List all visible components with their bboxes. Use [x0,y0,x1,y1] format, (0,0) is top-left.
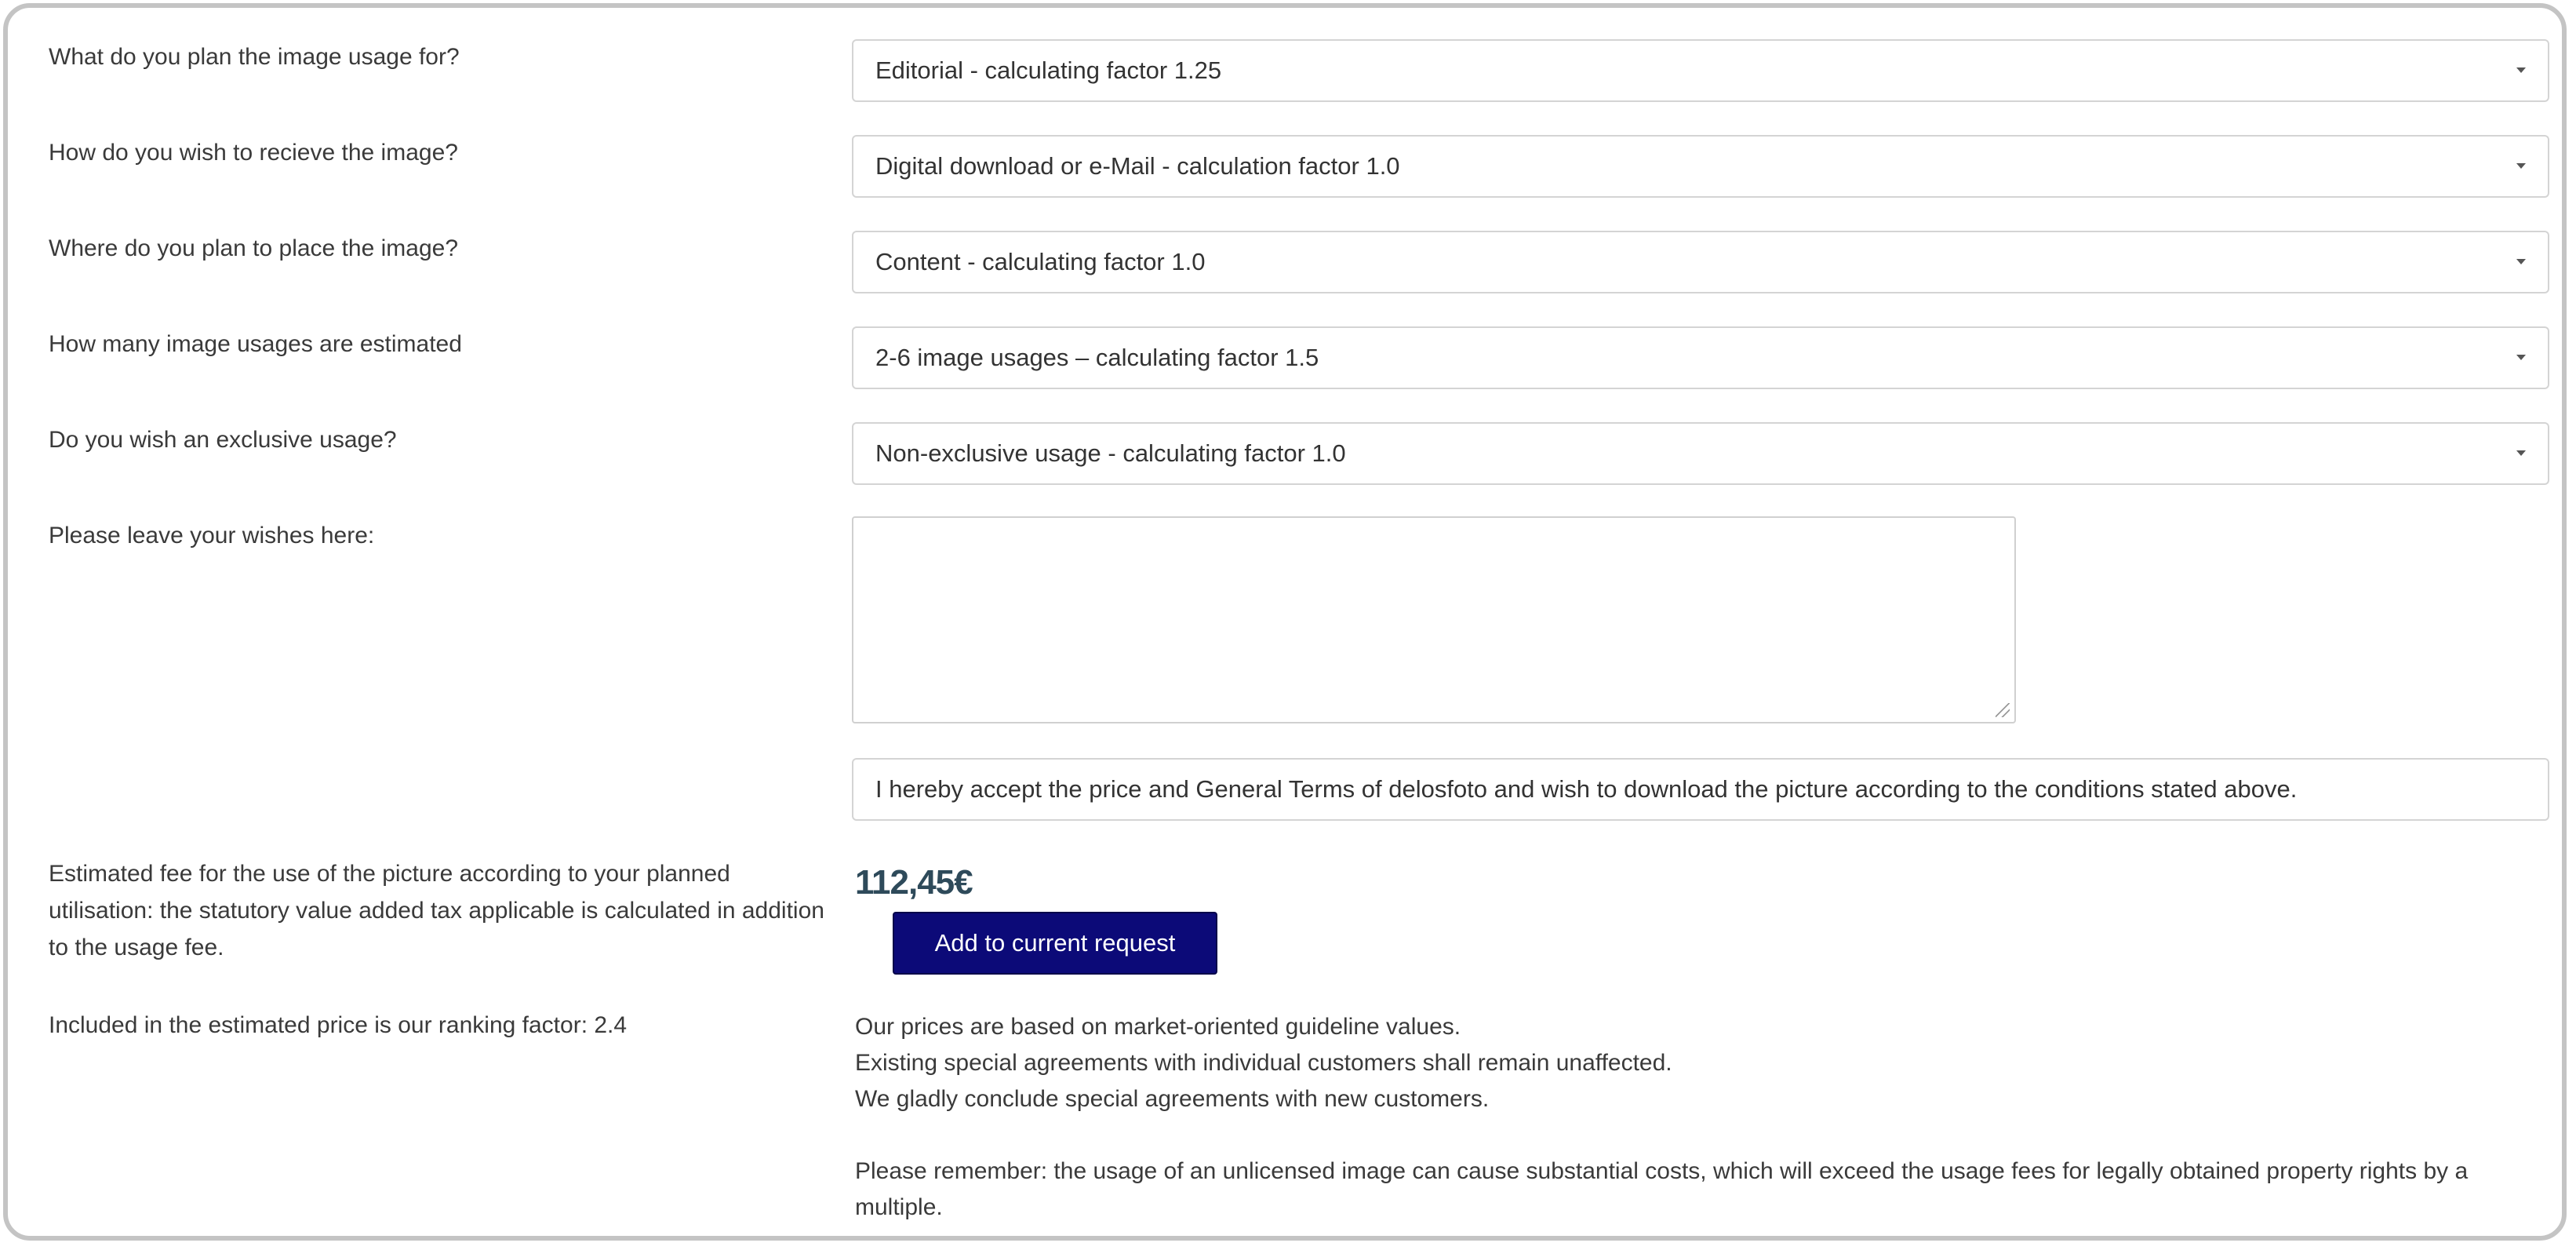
usage-purpose-value: Editorial - calculating factor 1.25 [875,56,1222,84]
wishes-label: Please leave your wishes here: [49,523,375,548]
delivery-method-select[interactable] [852,135,2549,198]
exclusivity-value: Non-exclusive usage - calculating factor 1.0 [875,439,1346,467]
chevron-down-icon [2516,259,2526,264]
delivery-method-value: Digital download or e-Mail - calculation factor 1.0 [875,152,1400,180]
info-line-3: We gladly conclude special agreements with new customers. [855,1086,1490,1112]
info-spacer [855,1117,2549,1153]
usage-purpose-label: What do you plan the image usage for? [49,44,460,70]
accept-terms-select[interactable] [852,758,2549,821]
usage-purpose-select[interactable] [852,39,2549,102]
info-line-1: Our prices are based on market-oriented guideline values. [855,1014,1461,1040]
placement-label: Where do you plan to place the image? [49,235,458,261]
estimated-fee-label: Estimated fee for the use of the picture according to your planned utilisation: the statutory value added tax applicable is calculated in addition to the usage fee. [49,861,824,960]
accept-terms-text: I hereby accept the price and General Terms of delosfoto and wish to download the picture according to the conditions stated above. [875,775,2298,803]
chevron-down-icon [2516,67,2526,73]
exclusivity-label: Do you wish an exclusive usage? [49,427,397,453]
placement-select[interactable] [852,231,2549,293]
estimated-price: 112,45€ [855,863,973,902]
usage-count-value: 2-6 image usages – calculating factor 1.5 [875,344,1319,371]
exclusivity-select[interactable] [852,422,2549,485]
usage-count-label: How many image usages are estimated [49,331,462,357]
chevron-down-icon [2516,163,2526,169]
chevron-down-icon [2516,450,2526,456]
info-remember: Please remember: the usage of an unlicensed image can cause substantial costs, which will exceed the usage fees for legally obtained property rights by a multiple. [855,1158,2469,1220]
license-calculator-panel [3,3,2567,1241]
add-to-request-button[interactable]: Add to current request [893,912,1217,975]
pricing-info [855,1009,2549,1226]
wishes-textarea[interactable] [852,516,2016,723]
chevron-down-icon [2516,355,2526,360]
info-line-2: Existing special agreements with individual customers shall remain unaffected. [855,1050,1672,1076]
ranking-factor-label: Included in the estimated price is our ranking factor: 2.4 [49,1012,628,1038]
delivery-method-label: How do you wish to recieve the image? [49,140,458,166]
usage-count-select[interactable] [852,326,2549,389]
placement-value: Content - calculating factor 1.0 [875,248,1206,275]
